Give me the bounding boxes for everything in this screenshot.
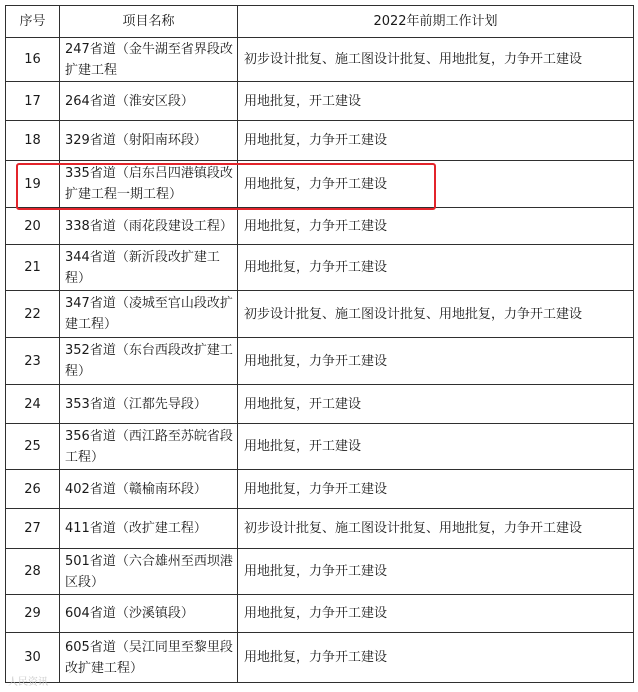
row-project-name: 352省道（东台西段改扩建工程）	[60, 338, 238, 385]
row-plan: 初步设计批复、施工图设计批复、用地批复，力争开工建设	[238, 291, 634, 338]
row-number: 20	[6, 208, 60, 245]
highlight-box	[16, 163, 436, 210]
header-number: 序号	[6, 6, 60, 38]
row-number: 30	[6, 633, 60, 683]
row-plan: 用地批复，力争开工建设	[238, 595, 634, 633]
row-number: 22	[6, 291, 60, 338]
table-row	[6, 424, 634, 470]
row-number: 26	[6, 470, 60, 509]
watermark: 人民资讯	[8, 677, 48, 688]
row-plan: 用地批复，力争开工建设	[238, 470, 634, 509]
row-project-name: 411省道（改扩建工程）	[60, 509, 238, 549]
row-project-name: 604省道（沙溪镇段）	[60, 595, 238, 633]
row-number: 19	[6, 161, 60, 208]
row-plan: 用地批复，开工建设	[238, 82, 634, 121]
table-row	[6, 245, 634, 291]
table-row	[6, 121, 634, 161]
row-number: 23	[6, 338, 60, 385]
row-plan: 用地批复，开工建设	[238, 385, 634, 424]
table-row	[6, 385, 634, 424]
row-plan: 用地批复，力争开工建设	[238, 338, 634, 385]
row-project-name: 338省道（雨花段建设工程）	[60, 208, 238, 245]
row-project-name: 501省道（六合雄州至西坝港区段）	[60, 549, 238, 595]
table-row	[6, 470, 634, 509]
row-project-name: 356省道（西江路至苏皖省段工程）	[60, 424, 238, 470]
row-number: 17	[6, 82, 60, 121]
table-row	[6, 338, 634, 385]
table-row	[6, 633, 634, 683]
table-row	[6, 208, 634, 245]
row-number: 25	[6, 424, 60, 470]
row-project-name: 344省道（新沂段改扩建工程）	[60, 245, 238, 291]
header-project-name: 项目名称	[60, 6, 238, 38]
row-number: 28	[6, 549, 60, 595]
row-project-name: 335省道（启东吕四港镇段改扩建工程一期工程）	[60, 161, 238, 208]
row-project-name: 247省道（金牛湖至省界段改扩建工程	[60, 38, 238, 82]
row-project-name: 264省道（淮安区段）	[60, 82, 238, 121]
row-project-name: 605省道（吴江同里至黎里段改扩建工程）	[60, 633, 238, 683]
table-row	[6, 38, 634, 82]
row-plan: 用地批复，力争开工建设	[238, 208, 634, 245]
project-table-container	[5, 5, 633, 683]
row-plan: 用地批复，力争开工建设	[238, 245, 634, 291]
row-number: 16	[6, 38, 60, 82]
table-row	[6, 595, 634, 633]
row-number: 29	[6, 595, 60, 633]
row-project-name: 329省道（射阳南环段）	[60, 121, 238, 161]
row-plan: 初步设计批复、施工图设计批复、用地批复，力争开工建设	[238, 38, 634, 82]
row-number: 21	[6, 245, 60, 291]
row-number: 27	[6, 509, 60, 549]
table-row	[6, 509, 634, 549]
table-row	[6, 291, 634, 338]
project-table	[5, 5, 634, 683]
row-plan: 用地批复，力争开工建设	[238, 161, 634, 208]
row-project-name: 353省道（江都先导段）	[60, 385, 238, 424]
header-plan: 2022年前期工作计划	[238, 6, 634, 38]
row-project-name: 402省道（赣榆南环段）	[60, 470, 238, 509]
row-plan: 用地批复，力争开工建设	[238, 549, 634, 595]
row-project-name: 347省道（凌城至官山段改扩建工程）	[60, 291, 238, 338]
table-row	[6, 549, 634, 595]
row-plan: 用地批复，力争开工建设	[238, 633, 634, 683]
row-number: 24	[6, 385, 60, 424]
row-plan: 用地批复，开工建设	[238, 424, 634, 470]
table-header-row	[6, 6, 634, 38]
row-plan: 用地批复，力争开工建设	[238, 121, 634, 161]
row-number: 18	[6, 121, 60, 161]
row-plan: 初步设计批复、施工图设计批复、用地批复，力争开工建设	[238, 509, 634, 549]
table-row	[6, 82, 634, 121]
